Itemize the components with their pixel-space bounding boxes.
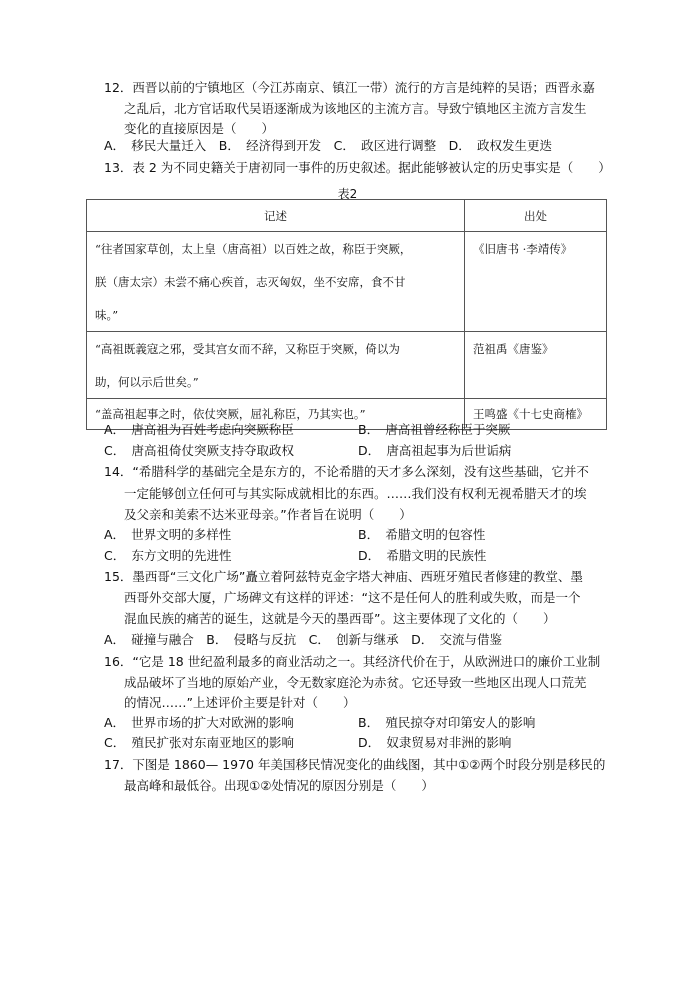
source-text: 王鸣盛《十七史商榷》	[473, 407, 588, 421]
q16-option-b: B． 殖民掠夺对印第安人的影响	[358, 715, 536, 730]
q16-line-1: 16．“它是 18 世纪盈利最多的商业活动之一。其经济代价在于，从欧洲进口的廉价工业制	[104, 654, 601, 669]
q14-option-d: D． 希腊文明的民族性	[358, 548, 487, 563]
record-cell	[87, 332, 465, 399]
q14-line-3: 及父亲和美索不达米亚母亲。”作者旨在说明（ ）	[124, 507, 412, 522]
source-cell	[465, 332, 607, 399]
record-line: “高祖既義寇之邪，受其宫女而不辞，又称臣于突厥，倚以为	[95, 342, 400, 356]
q13-option-b: B． 唐高祖曾经称臣于突厥	[358, 422, 511, 437]
q13-option-d: D． 唐高祖起事为后世诟病	[358, 443, 512, 458]
q15-line-3: 混血民族的痛苦的诞生，这就是今天的墨西哥”。这主要体现了文化的（ ）	[124, 611, 556, 626]
record-line: “往者国家草创，太上皇（唐高祖）以百姓之故，称臣于突厥，	[95, 242, 412, 256]
table-row	[87, 332, 607, 399]
q14-option-a: A． 世界文明的多样性	[104, 527, 232, 542]
history-records-table	[86, 199, 607, 430]
q12-line-2: 之乱后，北方官话取代吴语逐渐成为该地区的主流方言。导致宁镇地区主流方言发生	[124, 101, 587, 116]
q16-line-2: 成品破坏了当地的原始产业，令无数家庭沦为赤贫。它还导致一些地区出现人口荒芜	[124, 675, 587, 690]
q15-line-1: 15．墨西哥“三文化广场”矗立着阿兹特克金字塔大神庙、西班牙殖民者修建的教堂、墨	[104, 569, 583, 584]
q14-option-b: B． 希腊文明的包容性	[358, 527, 486, 542]
q12-options: A． 移民大量迁入 B． 经济得到开发 C． 政区进行调整 D． 政权发生更迭	[104, 138, 552, 153]
q12-line-1: 12．西晋以前的宁镇地区（今江苏南京、镇江一带）流行的方言是纯粹的吴语；西晋永嘉	[104, 80, 595, 95]
q12-line-3: 变化的直接原因是（ ）	[124, 121, 275, 136]
q13-line-1: 13．表 2 为不同史籍关于唐初同一事件的历史叙述。据此能够被认定的历史事实是（ ）	[104, 160, 611, 175]
q14-option-c: C． 东方文明的先进性	[104, 548, 232, 563]
record-line: 味。”	[95, 308, 119, 322]
table-caption: 表2	[337, 187, 358, 201]
table-header-record: 记述	[87, 200, 465, 232]
table-header-source: 出处	[465, 200, 607, 232]
source-cell	[465, 232, 607, 332]
q16-option-d: D． 奴隶贸易对非洲的影响	[358, 735, 512, 750]
table-row	[87, 232, 607, 332]
q16-option-c: C． 殖民扩张对东南亚地区的影响	[104, 735, 294, 750]
q14-line-1: 14．“希腊科学的基础完全是东方的，不论希腊的天才多么深刻，没有这些基础，它并不	[104, 464, 589, 479]
record-line: 助，何以示后世矣。”	[95, 375, 199, 389]
q15-options: A． 碰撞与融合 B． 侵略与反抗 C． 创新与继承 D． 交流与借鉴	[104, 632, 502, 647]
record-line: 朕（唐太宗）未尝不痛心疾首，志灭匈奴，坐不安席，食不甘	[95, 275, 406, 289]
q13-option-c: C． 唐高祖倚仗突厥支持夺取政权	[104, 443, 294, 458]
q17-line-1: 17．下图是 1860— 1970 年美国移民情况变化的曲线图，其中①②两个时段分别是移民的	[104, 757, 606, 772]
q14-line-2: 一定能够创立任何可与其实际成就相比的东西。……我们没有权利无视希腊天才的埃	[124, 486, 587, 501]
record-line: “盖高祖起事之时，依仗突厥，屈礼称臣，乃其实也。”	[95, 407, 366, 421]
source-text: 《旧唐书 ·李靖传》	[473, 242, 573, 256]
q17-line-2: 最高峰和最低谷。出现①②处情况的原因分别是（ ）	[124, 778, 434, 793]
q15-line-2: 西哥外交部大厦，广场碑文有这样的评述：“这不是任何人的胜利或失败，而是一个	[124, 590, 581, 605]
q16-option-a: A． 世界市场的扩大对欧洲的影响	[104, 715, 294, 730]
record-cell	[87, 232, 465, 332]
q13-option-a: A． 唐高祖为百姓考虑向突厥称臣	[104, 422, 294, 437]
q16-line-3: 的情况……”上述评价主要是针对（ ）	[124, 695, 356, 710]
source-text: 范祖禹《唐鉴》	[473, 342, 554, 356]
